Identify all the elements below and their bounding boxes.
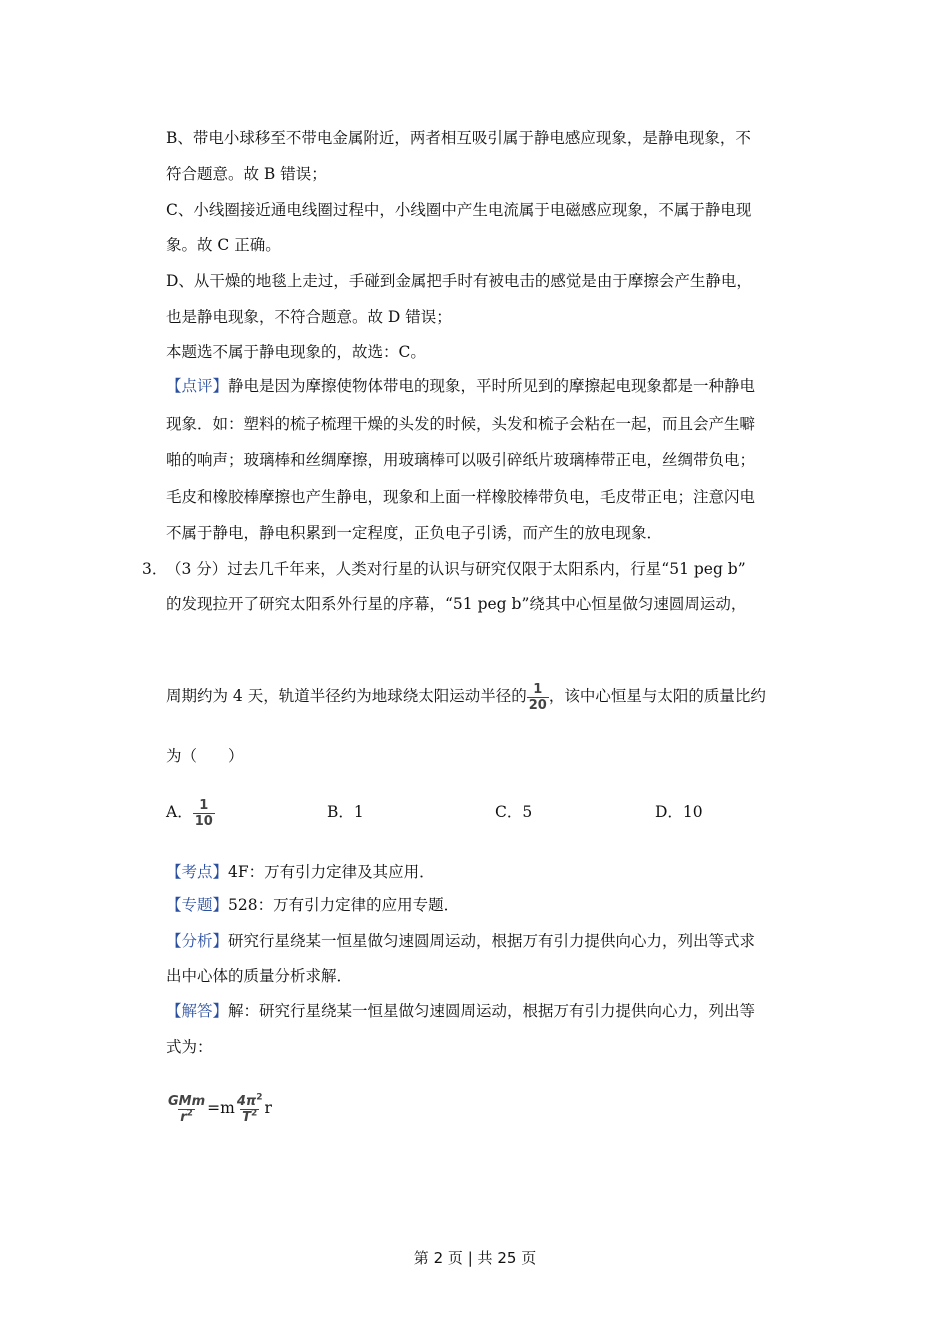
question-line4: 为（ ） xyxy=(166,747,244,765)
question-line1: （3 分）过去几千年来，人类对行星的认识与研究仅限于太阳系内，行星“51 peg b” xyxy=(166,560,746,578)
review-tag: 【点评】 xyxy=(166,377,229,395)
paragraph-d-line2: 也是静电现象，不符合题意。故 D 错误； xyxy=(166,308,452,326)
paragraph-d-line1: D、从干燥的地毯上走过，手碰到金属把手时有被电击的感觉是由于摩擦会产生静电， xyxy=(166,272,752,290)
kaodian-line: 【考点】4F：万有引力定律及其应用． xyxy=(166,863,435,881)
equation: $\frac{\text{GMm}}{r^2}$ =m $\frac{4\pi^2}{T^2}$ r xyxy=(168,1092,272,1125)
equation-rhs-fraction: $\frac{4\pi^2}{T^2}$ xyxy=(236,1092,263,1125)
paragraph-b-line2: 符合题意。故 B 错误； xyxy=(166,165,327,183)
fenxi-line2: 出中心体的质量分析求解． xyxy=(166,967,353,985)
review-line1: 【点评】静电是因为摩擦使物体带电的现象，平时所见到的摩擦起电现象都是一种静电 xyxy=(166,377,756,395)
review-line2: 现象．如：塑料的梳子梳理干燥的头发的时候，头发和梳子会粘在一起，而且会产生噼 xyxy=(166,415,756,433)
question-number: 3． xyxy=(142,560,168,578)
footer-separator: | xyxy=(467,1249,473,1267)
conclusion: 本题选不属于静电现象的，故选：C。 xyxy=(166,343,426,361)
option-a[interactable]: A． $\frac{1}{10}$ xyxy=(166,797,213,829)
equation-lhs-fraction: $\frac{\text{GMm}}{r^2}$ xyxy=(168,1093,206,1125)
option-c[interactable]: C．5 xyxy=(495,803,533,821)
page-footer: 第 2 页 | 共 25 页 xyxy=(413,1249,537,1267)
paragraph-b-line1: B、带电小球移至不带电金属附近，两者相互吸引属于静电感应现象，是静电现象，不 xyxy=(166,129,751,147)
paragraph-c-line1: C、小线圈接近通电线圈过程中，小线圈中产生电流属于电磁感应现象，不属于静电现 xyxy=(166,201,752,219)
jieda-line2: 式为： xyxy=(166,1038,213,1056)
review-line4: 毛皮和橡胶棒摩擦也产生静电，现象和上面一样橡胶棒带负电，毛皮带正电；注意闪电 xyxy=(166,488,756,506)
review-line3: 啪的响声；玻璃棒和丝绸摩擦，用玻璃棒可以吸引碎纸片玻璃棒带正电，丝绸带负电； xyxy=(166,451,756,469)
question-line3: 周期约为 4 天，轨道半径约为地球绕太阳运动半径的 $\frac{1}{20}$ ，该中心恒星与太阳的质量比约 xyxy=(166,681,766,713)
fraction-one-tenth: $\frac{1}{10}$ xyxy=(194,797,213,829)
fenxi-tag: 【分析】 xyxy=(166,932,229,950)
option-d[interactable]: D．10 xyxy=(655,803,703,821)
zhuanti-tag: 【专题】 xyxy=(166,896,229,914)
page-number: 2 xyxy=(433,1249,444,1267)
fenxi-line1: 【分析】研究行星绕某一恒星做匀速圆周运动，根据万有引力提供向心力，列出等式求 xyxy=(166,932,756,950)
fraction-one-twentieth: $\frac{1}{20}$ xyxy=(528,681,547,713)
review-line5: 不属于静电，静电积累到一定程度，正负电子引诱，而产生的放电现象． xyxy=(166,524,663,542)
jieda-tag: 【解答】 xyxy=(166,1002,229,1020)
total-pages: 25 xyxy=(497,1249,517,1267)
kaodian-tag: 【考点】 xyxy=(166,863,229,881)
paragraph-c-line2: 象。故 C 正确。 xyxy=(166,236,281,254)
zhuanti-line: 【专题】528：万有引力定律的应用专题． xyxy=(166,896,460,914)
jieda-line1: 【解答】解：研究行星绕某一恒星做匀速圆周运动，根据万有引力提供向心力，列出等 xyxy=(166,1002,756,1020)
option-b[interactable]: B．1 xyxy=(327,803,364,821)
question-line2: 的发现拉开了研究太阳系外行星的序幕，“51 peg b”绕其中心恒星做匀速圆周运动， xyxy=(166,595,747,613)
